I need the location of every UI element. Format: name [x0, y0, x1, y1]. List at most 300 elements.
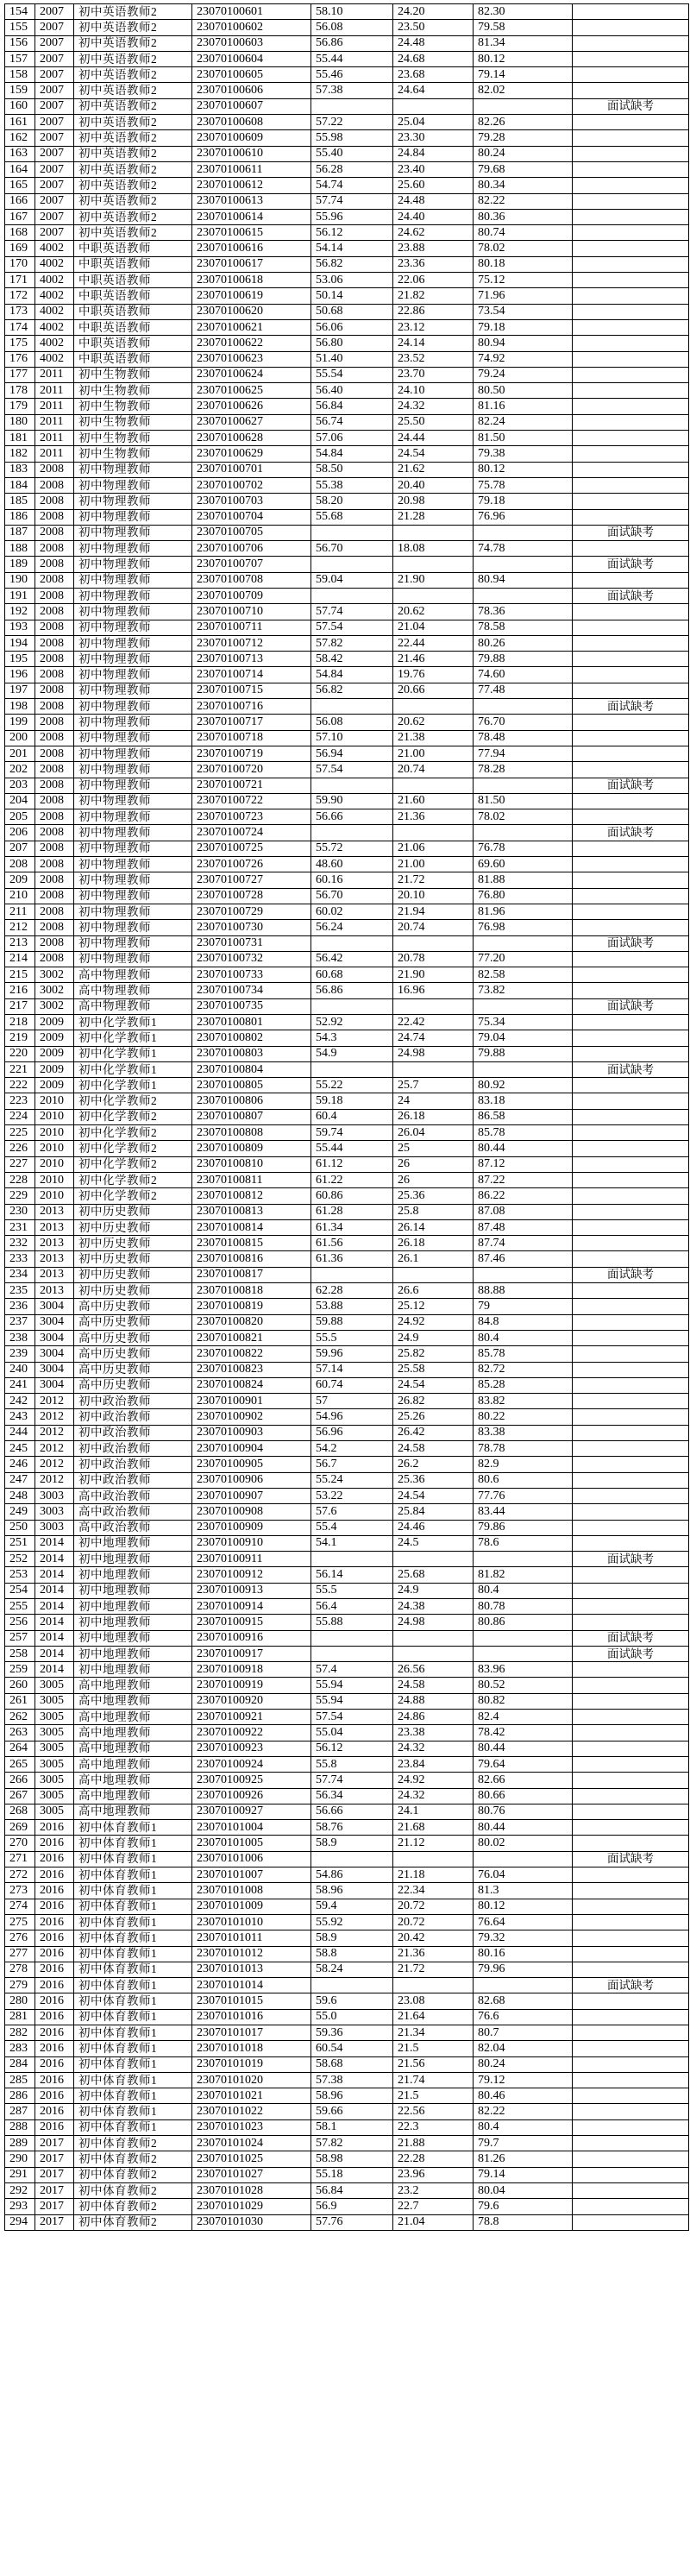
remark-cell [573, 1899, 689, 1914]
table-row [5, 904, 689, 919]
row-number-cell: 200 [5, 730, 35, 746]
remark-cell [573, 304, 689, 319]
remark-cell [573, 193, 689, 209]
table-row [5, 351, 689, 367]
table-row [5, 1219, 689, 1235]
written-score-cell: 55.4 [311, 1520, 393, 1535]
remark-cell [573, 652, 689, 667]
row-number-cell: 254 [5, 1583, 35, 1598]
total-score-cell: 80.16 [474, 1946, 573, 1962]
exam-id-cell: 23070100627 [192, 414, 311, 430]
position-name-cell: 初中英语教师2 [74, 130, 192, 146]
written-score-cell: 56.40 [311, 383, 393, 399]
total-score-cell: 86.58 [474, 1109, 573, 1124]
table-row [5, 1552, 689, 1567]
exam-id-cell: 23070101018 [192, 2041, 311, 2056]
exam-id-cell: 23070100918 [192, 1662, 311, 1678]
exam-id-cell: 23070101029 [192, 2199, 311, 2214]
remark-cell [573, 1141, 689, 1156]
remark-cell [573, 2056, 689, 2072]
position-code-cell: 2016 [35, 2119, 74, 2135]
position-name-cell: 高中历史教师 [74, 1314, 192, 1330]
interview-score-cell: 24.58 [393, 1441, 474, 1457]
interview-score-cell: 26.42 [393, 1425, 474, 1440]
remark-cell [573, 367, 689, 382]
exam-id-cell: 23070100907 [192, 1488, 311, 1503]
interview-score-cell: 24.5 [393, 1535, 474, 1551]
position-name-cell: 初中英语教师2 [74, 20, 192, 35]
position-name-cell: 初中英语教师2 [74, 4, 192, 20]
position-code-cell: 2008 [35, 588, 74, 603]
exam-id-cell: 23070101006 [192, 1851, 311, 1867]
position-code-cell: 2014 [35, 1552, 74, 1567]
exam-id-cell: 23070100722 [192, 793, 311, 809]
table-row [5, 1061, 689, 1077]
written-score-cell: 57.6 [311, 1504, 393, 1520]
position-code-cell: 3005 [35, 1788, 74, 1804]
remark-cell [573, 2009, 689, 2025]
written-score-cell: 51.40 [311, 351, 393, 367]
interview-score-cell: 21.06 [393, 841, 474, 856]
exam-id-cell: 23070101016 [192, 2009, 311, 2025]
remark-cell [573, 1567, 689, 1583]
position-code-cell: 2014 [35, 1646, 74, 1661]
row-number-cell: 294 [5, 2214, 35, 2230]
position-name-cell: 初中体育教师1 [74, 1899, 192, 1914]
total-score-cell: 77.20 [474, 951, 573, 967]
written-score-cell: 58.20 [311, 494, 393, 509]
exam-id-cell: 23070101004 [192, 1820, 311, 1836]
exam-id-cell: 23070100824 [192, 1377, 311, 1393]
position-code-cell: 2008 [35, 872, 74, 888]
position-name-cell: 初中历史教师 [74, 1251, 192, 1267]
table-row [5, 1409, 689, 1425]
exam-id-cell: 23070100712 [192, 635, 311, 651]
position-name-cell: 初中化学教师2 [74, 1172, 192, 1187]
written-score-cell: 56.08 [311, 20, 393, 35]
row-number-cell: 287 [5, 2104, 35, 2119]
exam-id-cell: 23070101028 [192, 2182, 311, 2198]
row-number-cell: 172 [5, 288, 35, 304]
row-number-cell: 284 [5, 2056, 35, 2072]
remark-cell [573, 1773, 689, 1788]
position-name-cell: 中职英语教师 [74, 256, 192, 272]
row-number-cell: 228 [5, 1172, 35, 1187]
position-name-cell: 高中历史教师 [74, 1299, 192, 1314]
written-score-cell: 58.9 [311, 1836, 393, 1851]
total-score-cell: 85.28 [474, 1377, 573, 1393]
position-name-cell: 初中物理教师 [74, 541, 192, 557]
table-row [5, 1567, 689, 1583]
written-score-cell: 55.92 [311, 1914, 393, 1930]
exam-id-cell: 23070100626 [192, 399, 311, 414]
written-score-cell: 53.22 [311, 1488, 393, 1503]
row-number-cell: 291 [5, 2167, 35, 2182]
table-row [5, 1109, 689, 1124]
exam-id-cell: 23070101008 [192, 1883, 311, 1899]
table-row [5, 1472, 689, 1488]
total-score-cell: 80.52 [474, 1678, 573, 1693]
position-code-cell: 2008 [35, 857, 74, 872]
exam-id-cell: 23070100811 [192, 1172, 311, 1187]
total-score-cell: 79.64 [474, 1756, 573, 1772]
row-number-cell: 281 [5, 2009, 35, 2025]
written-score-cell: 59.36 [311, 2025, 393, 2041]
total-score-cell: 80.74 [474, 225, 573, 241]
position-code-cell: 3002 [35, 998, 74, 1014]
interview-score-cell: 21.38 [393, 730, 474, 746]
interview-score-cell: 23.52 [393, 351, 474, 367]
total-score-cell: 88.88 [474, 1283, 573, 1299]
position-name-cell: 初中地理教师 [74, 1662, 192, 1678]
total-score-cell: 82.58 [474, 967, 573, 983]
interview-score-cell [393, 525, 474, 540]
table-row [5, 383, 689, 399]
row-number-cell: 274 [5, 1899, 35, 1914]
position-code-cell: 2008 [35, 652, 74, 667]
row-number-cell: 270 [5, 1836, 35, 1851]
position-code-cell: 2008 [35, 509, 74, 525]
row-number-cell: 232 [5, 1236, 35, 1251]
position-name-cell: 初中物理教师 [74, 557, 192, 572]
table-row [5, 178, 689, 193]
remark-cell [573, 1125, 689, 1141]
exam-id-cell: 23070100823 [192, 1362, 311, 1377]
position-name-cell: 初中物理教师 [74, 588, 192, 603]
exam-id-cell: 23070100609 [192, 130, 311, 146]
remark-cell [573, 1488, 689, 1503]
interview-score-cell: 21.36 [393, 1946, 474, 1962]
position-name-cell: 初中体育教师2 [74, 2136, 192, 2151]
row-number-cell: 238 [5, 1330, 35, 1345]
exam-id-cell: 23070101009 [192, 1899, 311, 1914]
position-name-cell: 初中化学教师1 [74, 1030, 192, 1046]
written-score-cell: 60.54 [311, 2041, 393, 2056]
table-row [5, 1236, 689, 1251]
written-score-cell: 56.66 [311, 1804, 393, 1819]
interview-score-cell: 20.72 [393, 1899, 474, 1914]
total-score-cell: 79.24 [474, 367, 573, 382]
remark-cell: 面试缺考 [573, 1646, 689, 1661]
position-name-cell: 高中物理教师 [74, 983, 192, 998]
position-code-cell: 3003 [35, 1504, 74, 1520]
exam-id-cell: 23070100818 [192, 1283, 311, 1299]
interview-score-cell: 23.96 [393, 2167, 474, 2182]
table-row [5, 1598, 689, 1614]
written-score-cell: 56.42 [311, 951, 393, 967]
table-row [5, 746, 689, 761]
written-score-cell: 55.40 [311, 146, 393, 161]
position-name-cell: 初中物理教师 [74, 699, 192, 715]
row-number-cell: 275 [5, 1914, 35, 1930]
written-score-cell: 55.94 [311, 1678, 393, 1693]
remark-cell [573, 1109, 689, 1124]
interview-score-cell: 24.48 [393, 193, 474, 209]
written-score-cell: 56.74 [311, 414, 393, 430]
row-number-cell: 184 [5, 477, 35, 493]
total-score-cell [474, 1630, 573, 1646]
exam-id-cell: 23070100708 [192, 572, 311, 588]
total-score-cell: 80.82 [474, 1693, 573, 1709]
written-score-cell [311, 825, 393, 841]
remark-cell: 面试缺考 [573, 699, 689, 715]
interview-score-cell: 24.32 [393, 1741, 474, 1756]
table-row [5, 951, 689, 967]
row-number-cell: 183 [5, 462, 35, 477]
row-number-cell: 209 [5, 872, 35, 888]
position-code-cell: 2016 [35, 1946, 74, 1962]
remark-cell: 面试缺考 [573, 525, 689, 540]
total-score-cell: 78.28 [474, 762, 573, 778]
total-score-cell: 76.98 [474, 920, 573, 935]
total-score-cell: 78.6 [474, 1535, 573, 1551]
row-number-cell: 190 [5, 572, 35, 588]
position-name-cell: 高中历史教师 [74, 1377, 192, 1393]
row-number-cell: 255 [5, 1598, 35, 1614]
position-name-cell: 高中地理教师 [74, 1788, 192, 1804]
total-score-cell: 80.92 [474, 1078, 573, 1093]
written-score-cell: 55.98 [311, 130, 393, 146]
exam-id-cell: 23070101010 [192, 1914, 311, 1930]
interview-score-cell: 24.1 [393, 1804, 474, 1819]
position-code-cell: 2017 [35, 2199, 74, 2214]
position-code-cell: 3005 [35, 1710, 74, 1725]
exam-id-cell: 23070100721 [192, 778, 311, 793]
position-code-cell: 2010 [35, 1109, 74, 1124]
interview-score-cell: 23.36 [393, 256, 474, 272]
table-row [5, 399, 689, 414]
total-score-cell: 80.50 [474, 383, 573, 399]
remark-cell [573, 541, 689, 557]
total-score-cell: 80.24 [474, 2056, 573, 2072]
position-name-cell: 初中物理教师 [74, 857, 192, 872]
row-number-cell: 194 [5, 635, 35, 651]
table-row [5, 1330, 689, 1345]
row-number-cell: 243 [5, 1409, 35, 1425]
row-number-cell: 205 [5, 809, 35, 825]
written-score-cell: 59.66 [311, 2104, 393, 2119]
total-score-cell: 80.12 [474, 462, 573, 477]
position-code-cell: 4002 [35, 273, 74, 288]
position-code-cell: 2008 [35, 951, 74, 967]
interview-score-cell: 21.00 [393, 857, 474, 872]
total-score-cell: 82.72 [474, 1362, 573, 1377]
table-row [5, 115, 689, 130]
row-number-cell: 212 [5, 920, 35, 935]
interview-score-cell [393, 1267, 474, 1282]
position-code-cell: 2016 [35, 1851, 74, 1867]
remark-cell [573, 1204, 689, 1219]
row-number-cell: 272 [5, 1867, 35, 1883]
row-number-cell: 253 [5, 1567, 35, 1583]
position-code-cell: 2014 [35, 1583, 74, 1598]
total-score-cell: 79.12 [474, 2072, 573, 2088]
row-number-cell: 256 [5, 1615, 35, 1630]
row-number-cell: 285 [5, 2072, 35, 2088]
interview-score-cell: 21.64 [393, 2009, 474, 2025]
position-code-cell: 3005 [35, 1725, 74, 1741]
position-name-cell: 初中英语教师2 [74, 193, 192, 209]
row-number-cell: 282 [5, 2025, 35, 2041]
written-score-cell [311, 1630, 393, 1646]
interview-score-cell: 26.6 [393, 1283, 474, 1299]
position-name-cell: 初中物理教师 [74, 494, 192, 509]
exam-id-cell: 23070101023 [192, 2119, 311, 2135]
total-score-cell [474, 588, 573, 603]
written-score-cell: 58.10 [311, 4, 393, 20]
position-name-cell: 初中物理教师 [74, 620, 192, 635]
remark-cell [573, 446, 689, 462]
interview-score-cell: 20.74 [393, 920, 474, 935]
total-score-cell: 82.02 [474, 83, 573, 98]
row-number-cell: 279 [5, 1978, 35, 1993]
exam-id-cell: 23070100710 [192, 604, 311, 620]
position-name-cell: 初中英语教师2 [74, 83, 192, 98]
position-code-cell: 2009 [35, 1078, 74, 1093]
interview-score-cell: 21.04 [393, 2214, 474, 2230]
position-name-cell: 初中体育教师1 [74, 2041, 192, 2056]
exam-id-cell: 23070100629 [192, 446, 311, 462]
interview-score-cell: 21.90 [393, 967, 474, 983]
row-number-cell: 217 [5, 998, 35, 1014]
exam-id-cell: 23070100802 [192, 1030, 311, 1046]
exam-id-cell: 23070101024 [192, 2136, 311, 2151]
interview-score-cell: 20.74 [393, 762, 474, 778]
remark-cell [573, 1409, 689, 1425]
position-code-cell: 2011 [35, 414, 74, 430]
position-code-cell: 2008 [35, 825, 74, 841]
row-number-cell: 293 [5, 2199, 35, 2214]
exam-id-cell: 23070100701 [192, 462, 311, 477]
exam-id-cell: 23070100821 [192, 1330, 311, 1345]
written-score-cell [311, 525, 393, 540]
remark-cell [573, 1615, 689, 1630]
remark-cell [573, 336, 689, 351]
exam-id-cell: 23070101012 [192, 1946, 311, 1962]
table-row [5, 494, 689, 509]
interview-score-cell: 24.10 [393, 383, 474, 399]
row-number-cell: 162 [5, 130, 35, 146]
row-number-cell: 213 [5, 935, 35, 951]
exam-id-cell: 23070100716 [192, 699, 311, 715]
row-number-cell: 176 [5, 351, 35, 367]
row-number-cell: 273 [5, 1883, 35, 1899]
written-score-cell: 59.74 [311, 1125, 393, 1141]
position-name-cell: 初中历史教师 [74, 1219, 192, 1235]
written-score-cell: 57.74 [311, 193, 393, 209]
total-score-cell: 80.12 [474, 1899, 573, 1914]
table-row [5, 778, 689, 793]
exam-id-cell: 23070100628 [192, 431, 311, 446]
total-score-cell: 78.36 [474, 604, 573, 620]
exam-id-cell: 23070100921 [192, 1710, 311, 1725]
interview-score-cell [393, 1552, 474, 1567]
position-name-cell: 初中物理教师 [74, 825, 192, 841]
position-name-cell: 初中化学教师2 [74, 1141, 192, 1156]
table-row [5, 509, 689, 525]
position-name-cell: 初中体育教师1 [74, 1820, 192, 1836]
position-code-cell: 2007 [35, 35, 74, 51]
row-number-cell: 173 [5, 304, 35, 319]
interview-score-cell: 23.08 [393, 1993, 474, 2009]
row-number-cell: 210 [5, 888, 35, 904]
written-score-cell [311, 1646, 393, 1661]
remark-cell [573, 888, 689, 904]
row-number-cell: 259 [5, 1662, 35, 1678]
row-number-cell: 262 [5, 1710, 35, 1725]
table-row [5, 1899, 689, 1914]
position-name-cell: 高中历史教师 [74, 1330, 192, 1345]
exam-id-cell: 23070100611 [192, 161, 311, 177]
exam-id-cell: 23070101005 [192, 1836, 311, 1851]
position-name-cell: 初中政治教师 [74, 1457, 192, 1472]
table-row [5, 1015, 689, 1030]
total-score-cell [474, 998, 573, 1014]
row-number-cell: 158 [5, 67, 35, 83]
written-score-cell: 61.56 [311, 1236, 393, 1251]
total-score-cell: 78.8 [474, 2214, 573, 2230]
position-code-cell: 2014 [35, 1630, 74, 1646]
total-score-cell: 76.78 [474, 841, 573, 856]
row-number-cell: 251 [5, 1535, 35, 1551]
position-code-cell: 2016 [35, 2009, 74, 2025]
remark-cell [573, 1946, 689, 1962]
written-score-cell: 57.74 [311, 1773, 393, 1788]
exam-id-cell: 23070100717 [192, 715, 311, 730]
exam-id-cell: 23070100810 [192, 1156, 311, 1172]
row-number-cell: 236 [5, 1299, 35, 1314]
row-number-cell: 182 [5, 446, 35, 462]
remark-cell [573, 1314, 689, 1330]
position-code-cell: 2007 [35, 225, 74, 241]
position-name-cell: 初中政治教师 [74, 1409, 192, 1425]
table-row [5, 841, 689, 856]
written-score-cell: 58.68 [311, 2056, 393, 2072]
position-code-cell: 2016 [35, 1820, 74, 1836]
position-code-cell: 2009 [35, 1061, 74, 1077]
exam-id-cell: 23070100730 [192, 920, 311, 935]
remark-cell: 面试缺考 [573, 1061, 689, 1077]
remark-cell [573, 841, 689, 856]
total-score-cell: 80.94 [474, 572, 573, 588]
written-score-cell [311, 557, 393, 572]
table-row [5, 809, 689, 825]
row-number-cell: 195 [5, 652, 35, 667]
total-score-cell: 82.66 [474, 1773, 573, 1788]
exam-id-cell: 23070100726 [192, 857, 311, 872]
remark-cell: 面试缺考 [573, 588, 689, 603]
interview-score-cell: 24 [393, 1093, 474, 1109]
table-row [5, 1457, 689, 1472]
table-row [5, 604, 689, 620]
position-name-cell: 初中物理教师 [74, 652, 192, 667]
remark-cell [573, 1583, 689, 1598]
remark-cell [573, 4, 689, 20]
table-row [5, 1267, 689, 1282]
position-code-cell: 3004 [35, 1346, 74, 1362]
remark-cell [573, 1188, 689, 1204]
interview-score-cell: 16.96 [393, 983, 474, 998]
row-number-cell: 260 [5, 1678, 35, 1693]
total-score-cell: 74.60 [474, 667, 573, 683]
total-score-cell [474, 557, 573, 572]
total-score-cell: 75.34 [474, 1015, 573, 1030]
row-number-cell: 269 [5, 1820, 35, 1836]
table-row [5, 1283, 689, 1299]
position-code-cell: 2008 [35, 525, 74, 540]
total-score-cell: 79.86 [474, 1520, 573, 1535]
exam-id-cell: 23070100622 [192, 336, 311, 351]
